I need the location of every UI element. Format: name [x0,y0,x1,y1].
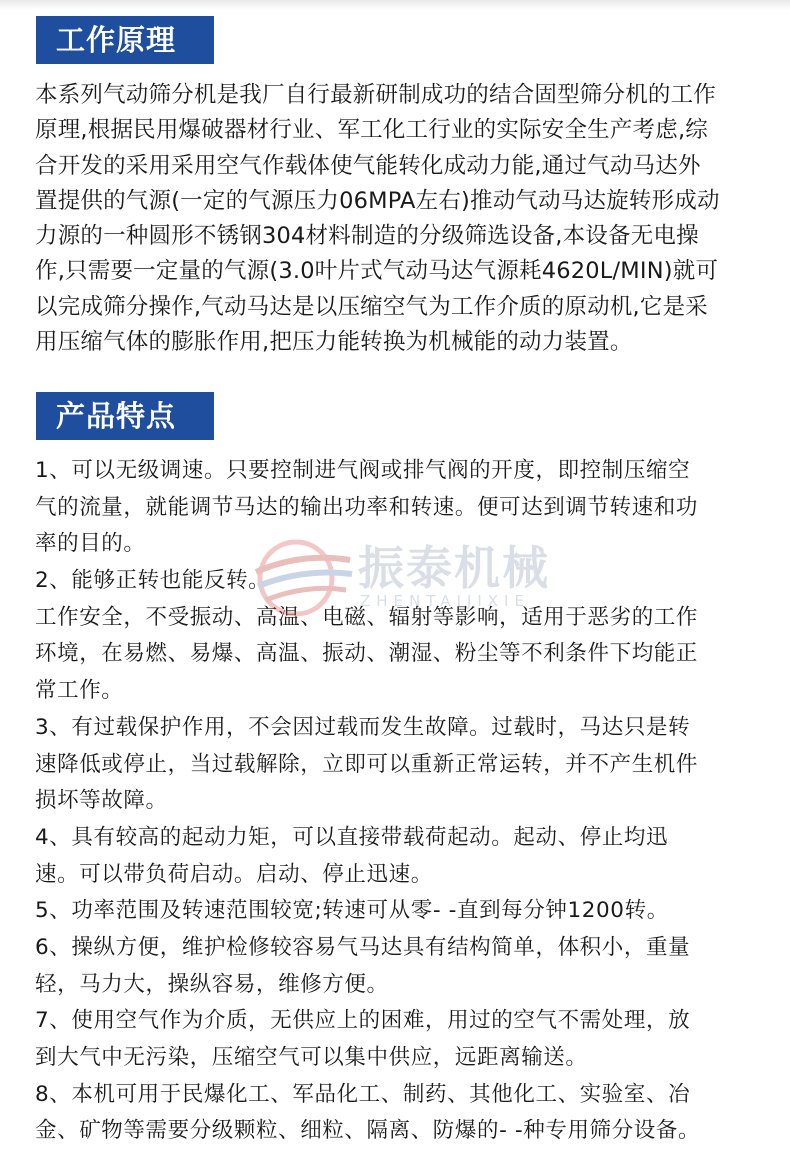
feature-line: 损坏等故障。 [35,788,168,814]
product-features-list [35,453,760,1150]
feature-line: 环境，在易燃、易爆、高温、振动、潮湿、粉尘等不利条件下均能正 [35,641,699,667]
working-principle-paragraph [35,78,760,360]
feature-line: 气的流量，就能调节马达的输出功率和转速。便可达到调节转速和功 [35,494,699,520]
paragraph-line: 合开发的采用采用空气作载体使气能转化成动力能,通过气动马达外 [35,152,701,179]
feature-line: 工作安全，不受振动、高温、电磁、辐射等影响，适用于恶劣的工作 [35,604,699,630]
feature-line: 1、可以无级调速。只要控制进气阀或排气阀的开度，即控制压缩空 [35,458,691,483]
feature-line: 5、功率范围及转速范围较宽;转速可从零- -直到每分钟1200转。 [35,898,669,924]
watermark-brand-name: 振泰机械 [358,541,550,595]
paragraph-line: 原理,根据民用爆破器材行业、军工化工行业的实际安全生产考虑,综 [35,117,709,144]
feature-line: 率的目的。 [35,531,146,557]
top-shade [0,0,790,10]
feature-line: 3、有过载保护作用，不会因过载而发生故障。过载时，马达只是转 [35,714,691,740]
section-heading-working-principle: 工作原理 [36,16,214,64]
paragraph-line: 力源的一种圆形不锈钢304材料制造的分级筛选设备,本设备无电操 [35,223,699,250]
paragraph-line: 以完成筛分操作,气动马达是以压缩空气为工作介质的原动机,它是采 [35,293,709,320]
feature-line: 4、具有较高的起动力矩，可以直接带载荷起动。起动、停止均迅 [35,824,669,850]
feature-line: 金、矿物等需要分级颗粒、细粒、隔离、防爆的- -种专用筛分设备。 [35,1118,701,1144]
feature-line: 7、使用空气作为介质，无供应上的困难，用过的空气不需处理，放 [35,1008,691,1034]
paragraph-line: 本系列气动筛分机是我厂自行最新研制成功的结合固型筛分机的工作 [35,82,717,108]
feature-line: 2、能够正转也能反转。 [35,568,271,594]
feature-line: 到大气中无污染，压缩空气可以集中供应，远距离输送。 [35,1045,588,1070]
watermark-brand-pinyin: ZHENTAIJIXIE [360,592,530,610]
feature-line: 轻，马力大，操纵容易，维修方便。 [35,971,389,997]
feature-line: 8、本机可用于民爆化工、军品化工、制药、其他化工、实验室、冶 [35,1081,691,1107]
paragraph-line: 置提供的气源(一定的气源压力06MPA左右)推动气动马达旋转形成动 [35,187,720,214]
paragraph-line: 作,只需要一定量的气源(3.0叶片式气动马达气源耗4620L/MIN)就可 [35,258,719,285]
feature-line: 速。可以带负荷启动。启动、停止迅速。 [35,861,433,887]
feature-line: 常工作。 [35,678,124,704]
feature-line: 速降低或停止，当过载解除，立即可以重新正常运转，并不产生机件 [35,751,699,777]
section-heading-product-features: 产品特点 [36,392,214,440]
feature-line: 6、操纵方便，维护检修较容易气马达具有结构简单，体积小，重量 [35,934,691,960]
paragraph-line: 用压缩气体的膨胀作用,把压力能转换为机械能的动力装置。 [35,329,633,356]
